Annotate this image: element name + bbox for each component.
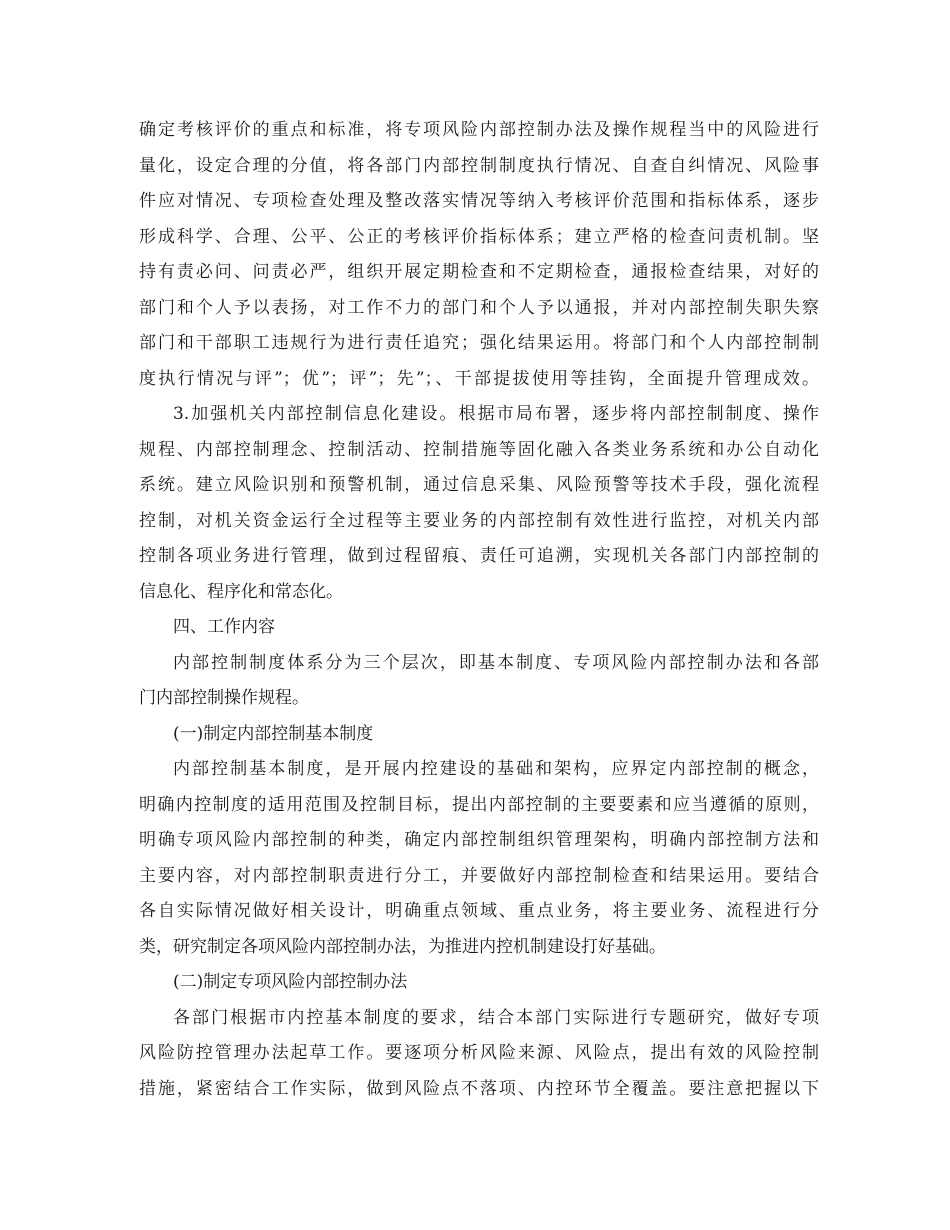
text-line: 量化，设定合理的分值，将各部门内部控制制度执行情况、自查自纠情况、风险事 [139,155,819,176]
text-line: 类，研究制定各项风险内部控制办法，为推进内控机制建设打好基础。 [139,936,666,957]
text-line: 明确内控制度的适用范围及控制目标，提出内部控制的主要要素和应当遵循的原则， [139,794,819,815]
text-line: 各部门根据市内控基本制度的要求，结合本部门实际进行专题研究，做好专项 [173,1007,819,1028]
text-line: 系统。建立风险识别和预警机制，通过信息采集、风险预警等技术手段，强化流程 [139,475,819,495]
text-line: 内部控制基本制度，是开展内控建设的基础和架构，应界定内部控制的概念， [173,759,819,779]
text-line: 3.加强机关内部控制信息化建设。根据市局布署，逐步将内部控制制度、操作 [173,404,819,424]
document-body [139,113,819,1107]
text-line: 形成科学、合理、公平、公正的考核评价指标体系；建立严格的检查问责机制。坚 [139,226,819,247]
text-line: 各自实际情况做好相关设计，明确重点领域、重点业务，将主要业务、流程进行分 [139,901,819,921]
text-line: 规程、内部控制理念、控制活动、控制措施等固化融入各类业务系统和办公自动化 [139,439,819,460]
text-line: 控制，对机关资金运行全过程等主要业务的内部控制有效性进行监控，对机关内部 [139,510,819,531]
text-line: 控制各项业务进行管理，做到过程留痕、责任可追溯，实现机关各部门内部控制的 [139,546,819,566]
text-line: 明确专项风险内部控制的种类，确定内部控制组织管理架构，明确内部控制方法和 [139,830,819,850]
text-line: 确定考核评价的重点和标准，将专项风险内部控制办法及操作规程当中的风险进行 [139,120,819,140]
text-line: 门内部控制操作规程。 [139,688,309,708]
text-line: 风险防控管理办法起草工作。要逐项分析风险来源、风险点，提出有效的风险控制 [139,1043,819,1063]
text-line: 部门和干部职工违规行为进行责任追究；强化结果运用。将部门和个人内部控制制 [139,333,819,353]
text-line: 措施，紧密结合工作实际，做到风险点不落项、内控环节全覆盖。要注意把握以下 [139,1078,819,1099]
text-line: 件应对情况、专项检查处理及整改落实情况等纳入考核评价范围和指标体系，逐步 [139,191,819,211]
text-line: 持有责必问、问责必严，组织开展定期检查和不定期检查，通报检查结果，对好的 [139,262,819,282]
text-line: 主要内容，对内部控制职责进行分工，并要做好内部控制检查和结果运用。要结合 [139,865,819,886]
text-line: (二)制定专项风险内部控制办法 [173,972,408,992]
text-line: (一)制定内部控制基本制度 [173,723,374,744]
text-line: 内部控制制度体系分为三个层次，即基本制度、专项风险内部控制办法和各部 [173,652,819,673]
text-line: 度执行情况与评”；优”；评”；先”；、干部提拔使用等挂钩，全面提升管理成效。 [139,368,819,389]
text-line: 信息化、程序化和常态化。 [139,581,343,602]
text-line: 四、工作内容 [173,617,275,637]
text-line: 部门和个人予以表扬，对工作不力的部门和个人予以通报，并对内部控制失职失察 [139,297,819,318]
